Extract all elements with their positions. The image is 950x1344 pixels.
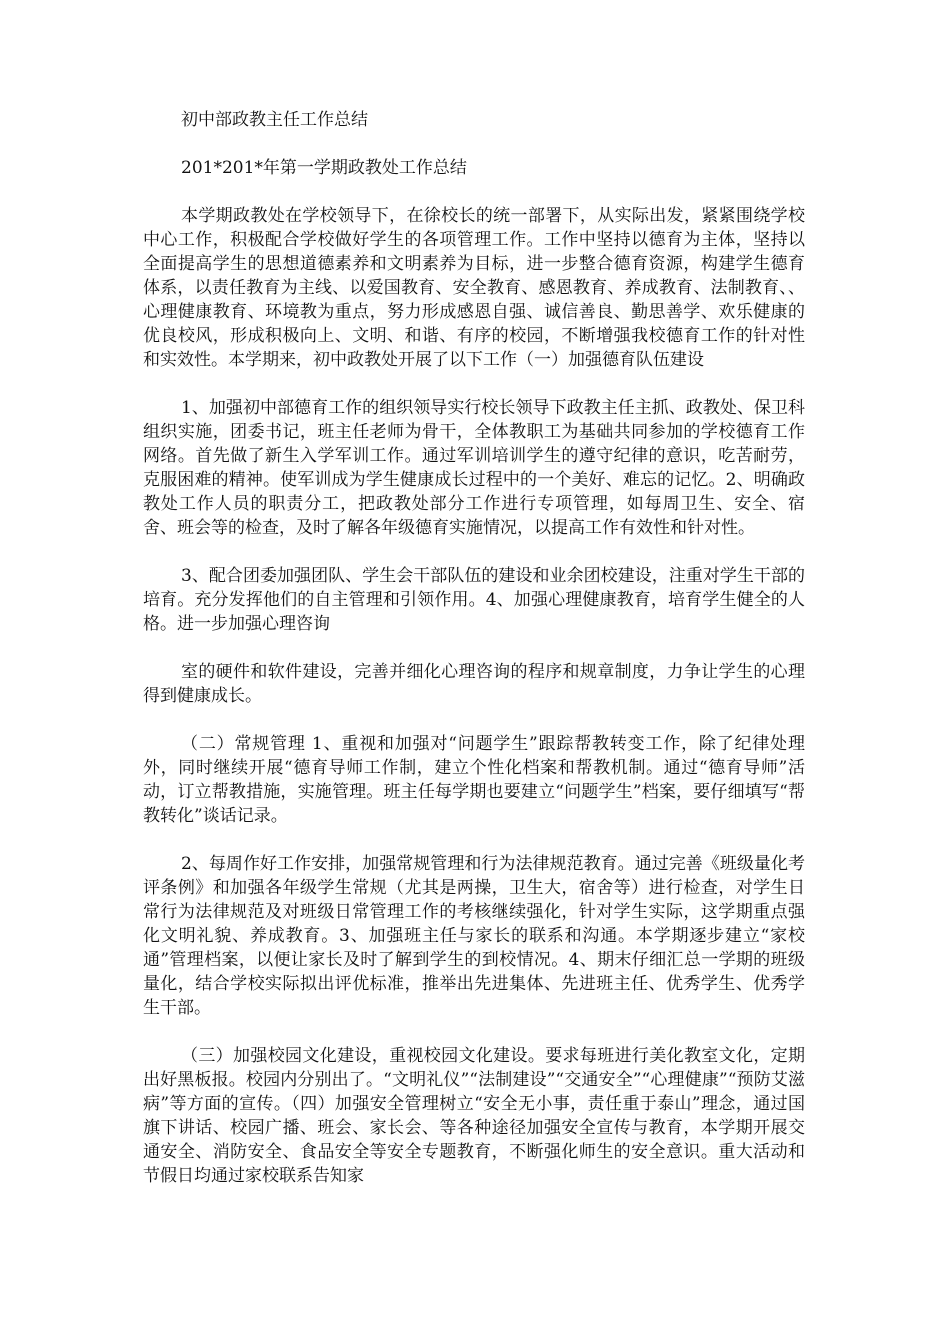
document-body <box>143 108 805 1188</box>
paragraph-routine-management: （二）常规管理 1、重视和加强对“问题学生”跟踪帮教转变工作，除了纪律处理外，同时继续开展“德育导师工作制，建立个性化档案和帮教机制。通过“德育导师”活动，订立帮教措施，实施管理。班主任每学期也要建立“问题学生”档案，要仔细填写“帮教转化”谈话记录。 <box>143 734 805 826</box>
document-title: 初中部政教主任工作总结 <box>181 110 368 130</box>
document-subtitle: 201*201*年第一学期政教处工作总结 <box>181 158 467 178</box>
paragraph-campus-culture: （三）加强校园文化建设，重视校园文化建设。要求每班进行美化教室文化，定期出好黑板报。校园内分别出了。“文明礼仪”“法制建设”“交通安全”“心理健康”“预防艾滋病”等方面的宣传。（四）加强安全管理树立“安全无小事，责任重于泰山”理念，通过国旗下讲话、校园广播、班会、家长会、等各种途径加强安全宣传与教育，本学期开展交通安全、消防安全、食品安全等安全专题教育，不断强化师生的安全意识。重大活动和节假日均通过家校联系告知家 <box>143 1046 805 1186</box>
paragraph-weekly-work: 2、每周作好工作安排，加强常规管理和行为法律规范教育。通过完善《班级量化考评条例》和加强各年级学生常规（尤其是两操，卫生大，宿舍等）进行检查，对学生日常行为法律规范及对班级日常管理工作的考核继续强化，针对学生实际，这学期重点强化文明礼貌、养成教育。3、加强班主任与家长的联系和沟通。本学期逐步建立“家校通”管理档案，以便让家长及时了解到学生的到校情况。4、期末仔细汇总一学期的班级量化，结合学校实际拟出评优标准，推举出先进集体、先进班主任、优秀学生、优秀学生干部。 <box>143 854 805 1018</box>
paragraph-student-leaders: 3、配合团委加强团队、学生会干部队伍的建设和业余团校建设，注重对学生干部的培育。充分发挥他们的自主管理和引领作用。4、加强心理健康教育，培育学生健全的人格。进一步加强心理咨询 <box>143 566 805 634</box>
paragraph-intro: 本学期政教处在学校领导下，在徐校长的统一部署下，从实际出发，紧紧围绕学校中心工作，积极配合学校做好学生的各项管理工作。工作中坚持以德育为主体，坚持以全面提高学生的思想道德素养和文明素养为目标，进一步整合德育资源，构建学生德育体系，以责任教育为主线、以爱国教育、安全教育、感恩教育、养成教育、法制教育、、心理健康教育、环境教为重点，努力形成感恩自强、诚信善良、勤思善学、欢乐健康的优良校风，形成积极向上、文明、和谐、有序的校园，不断增强我校德育工作的针对性和实效性。本学期来，初中政教处开展了以下工作（一）加强德育队伍建设 <box>143 206 805 370</box>
paragraph-counseling: 室的硬件和软件建设，完善并细化心理咨询的程序和规章制度，力争让学生的心理得到健康成长。 <box>143 662 805 706</box>
paragraph-organization: 1、加强初中部德育工作的组织领导实行校长领导下政教主任主抓、政教处、保卫科组织实施，团委书记，班主任老师为骨干，全体教职工为基础共同参加的学校德育工作网络。首先做了新生入学军训工作。通过军训培训学生的遵守纪律的意识，吃苦耐劳，克服困难的精神。使军训成为学生健康成长过程中的一个美好、难忘的记忆。2、明确政教处工作人员的职责分工，把政教处部分工作进行专项管理，如每周卫生、安全、宿舍、班会等的检查，及时了解各年级德育实施情况，以提高工作有效性和针对性。 <box>143 398 805 538</box>
